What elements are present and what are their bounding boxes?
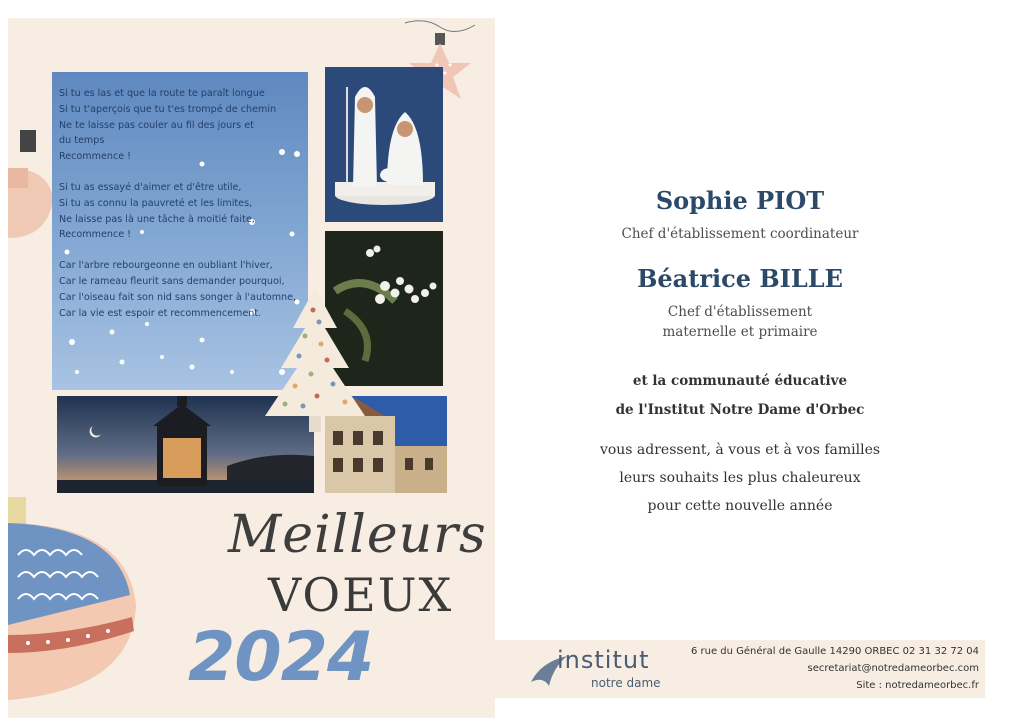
greeting-year: 2024 xyxy=(188,618,374,697)
logo-text-notre-dame: notre dame xyxy=(591,676,661,690)
community-line-2: de l'Institut Notre Dame d'Orbec xyxy=(615,402,865,418)
footer-site[interactable]: Site : notredameorbec.fr xyxy=(856,680,979,691)
christmas-tree-icon xyxy=(255,288,375,438)
poem-stanza-2 xyxy=(59,180,309,243)
wishes-line-1: vous adressent, à vous et à vos familles xyxy=(599,442,881,458)
poem-line: Si tu t'aperçois que tu t'es trompé de chemin xyxy=(59,103,277,115)
poem-line: Car l'oiseau fait son nid sans songer à l'automne, xyxy=(59,291,297,303)
logo-text-institut: institut xyxy=(557,646,650,674)
wishes-line-3: pour cette nouvelle année xyxy=(647,498,833,514)
poem-line: Si tu es las et que la route te paraît longue xyxy=(59,88,265,99)
poem-line: Recommence ! xyxy=(59,151,132,163)
footer-bar xyxy=(495,640,985,698)
poem-line: Car le rameau fleurit sans demander pourquoi, xyxy=(59,275,285,287)
footer-email[interactable]: secretariat@notredameorbec.com xyxy=(807,663,979,674)
signatory-role-2-line2: maternelle et primaire xyxy=(662,324,818,340)
poem-line: Ne te laisse pas couler au fil des jours et xyxy=(59,119,254,131)
poem-line: Si tu as essayé d'aimer et d'être utile, xyxy=(59,181,242,193)
signatory-role-2-line1: Chef d'établissement xyxy=(667,304,813,320)
community-line-1: et la communauté éducative xyxy=(632,373,848,389)
greeting-voeux: VOEUX xyxy=(268,568,454,622)
nativity-photo xyxy=(325,67,443,222)
wishes-line-2: leurs souhaits les plus chaleureux xyxy=(619,470,861,486)
signatory-role-1: Chef d'établissement coordinateur xyxy=(621,226,859,242)
poem-line: Car l'arbre rebourgeonne en oubliant l'hiver, xyxy=(59,260,273,272)
greeting-meilleurs: Meilleurs xyxy=(228,505,487,565)
footer-address: 6 rue du Général de Gaulle 14290 ORBEC 02 31 32 72 04 xyxy=(690,646,979,657)
poem-stanza-1 xyxy=(59,86,309,165)
poem-line: Si tu as connu la pauvreté et les limites, xyxy=(59,197,253,209)
signatory-name-2: Béatrice BILLE xyxy=(637,264,843,293)
poem-line: Ne laisse pas là une tâche à moitié faite, xyxy=(59,213,255,225)
poem-line: Car la vie est espoir et recommencement. xyxy=(59,307,262,319)
poem-line: du temps xyxy=(59,135,105,147)
large-bauble-icon xyxy=(8,495,143,705)
signatory-name-1: Sophie PIOT xyxy=(655,186,825,215)
poem-line: Recommence ! xyxy=(59,229,132,241)
